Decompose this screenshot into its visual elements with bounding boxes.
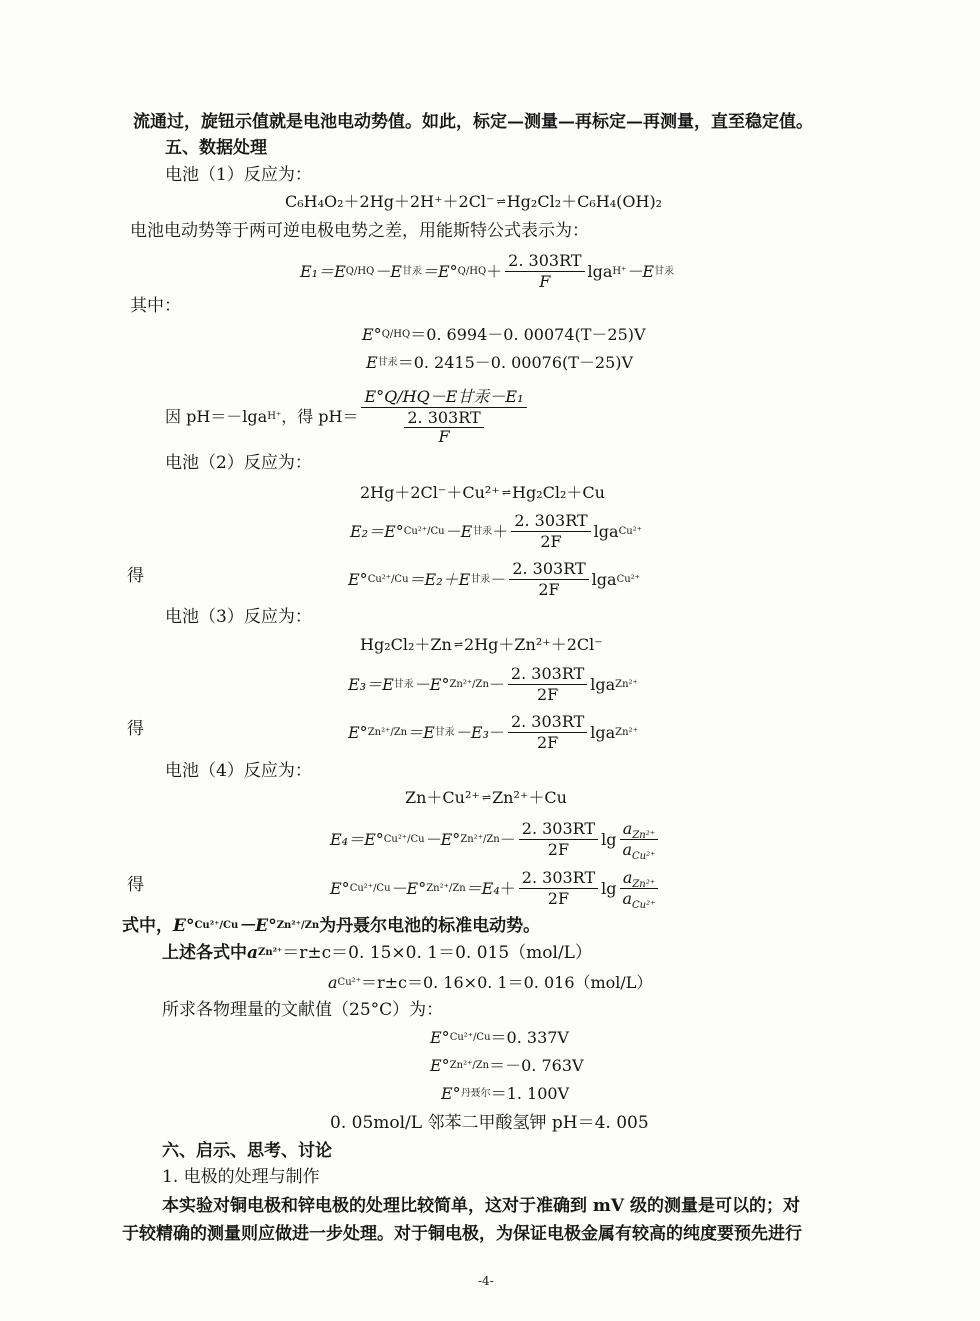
final-paragraph-line-2: 于较精确的测量则应做进一步处理。对于铜电极，为保证电极金属有较高的纯度要预先进行 (122, 1224, 802, 1244)
de-label: 得 (127, 875, 144, 895)
daniell-note: 式中， E° Cu²⁺/Cu －E° Zn²⁺/Zn 为丹聂尔电池的标准电动势。 (122, 916, 541, 936)
cell3-result-equation: E° Zn²⁺/Zn ＝E 甘汞 －E₃ － $\frac{2. 303RT}{2F}$ lga Zn²⁺ (348, 712, 638, 752)
cell1-heading: 电池（1）反应为： (165, 165, 312, 185)
reaction-right: Hg₂Cl₂＋C₆H₄(OH)₂ (506, 192, 663, 211)
ph-equation: 因 pH＝－lga H⁺ ，得 pH＝ E°Q/HQ－E甘汞－E₁ 2. 303RT F (165, 388, 530, 446)
ph-fraction: E°Q/HQ－E甘汞－E₁ 2. 303RT F (361, 388, 526, 446)
final-paragraph-line-1: 本实验对铜电极和锌电极的处理比较简单，这对于准确到 mV 级的测量是可以的；对 (162, 1196, 801, 1216)
equilibrium-arrow-icon: ⇌ (481, 791, 491, 804)
section-6-title: 六、启示、思考、讨论 (162, 1141, 332, 1161)
de-label: 得 (127, 566, 144, 586)
cell3-nernst-equation: E₃＝E 甘汞 －E° Zn²⁺/Zn － $\frac{2. 303RT}{2F}$ lga Zn²⁺ (348, 664, 638, 704)
std-potential-calomel: E 甘汞 ＝0. 2415－0. 00076(T－25)V (366, 353, 634, 372)
cell4-nernst-equation: E₄＝E° Cu²⁺/Cu －E° Zn²⁺/Zn － $\frac{2. 303RT}{2F}$ lg $\frac{a_{Zn^{2+}}}{a_{Cu^{2+}}}$ (330, 820, 661, 859)
subsection-1-title: 1. 电极的处理与制作 (162, 1167, 320, 1187)
cell2-result-equation: E° Cu²⁺/Cu ＝E₂＋E 甘汞 － $\frac{2. 303RT}{2F}$ lga Cu²⁺ (348, 559, 640, 599)
cell1-description: 电池电动势等于两可逆电极电势之差，用能斯特公式表示为： (130, 221, 589, 241)
literature-ph: 0. 05mol/L 邻苯二甲酸氢钾 pH＝4. 005 (330, 1113, 649, 1133)
cell3-heading: 电池（3）反应为： (165, 607, 312, 627)
literature-cu: E° Cu²⁺/Cu ＝0. 337V (430, 1028, 569, 1047)
activity-cu: a Cu²⁺ ＝r±c＝0. 16×0. 1＝0. 016（mol/L） (328, 973, 653, 992)
equilibrium-arrow-icon: ⇌ (453, 638, 463, 651)
where-label: 其中： (130, 296, 181, 316)
page-number: -4- (478, 1274, 494, 1288)
de-label: 得 (127, 719, 144, 739)
std-potential-q-hq: E° Q/HQ ＝0. 6994－0. 00074(T－25)V (362, 325, 646, 344)
equilibrium-arrow-icon: ⇌ (496, 195, 505, 208)
cell1-nernst-equation: E₁＝E Q/HQ －E 甘汞 ＝E° Q/HQ ＋ $\frac{2. 303RT}{F}$ lga H⁺ －E 甘汞 (300, 251, 675, 291)
section-5-title: 五、数据处理 (165, 138, 267, 158)
cell4-heading: 电池（4）反应为： (165, 761, 312, 781)
cell2-heading: 电池（2）反应为： (165, 453, 312, 473)
reaction-left: C₆H₄O₂＋2Hg＋2H⁺＋2Cl⁻ (285, 192, 495, 211)
cell3-reaction: Hg₂Cl₂＋Zn ⇌ 2Hg＋Zn²⁺＋2Cl⁻ (360, 635, 603, 654)
fraction: $\frac{2. 303RT}{F}$ (505, 252, 584, 291)
cell4-reaction: Zn＋Cu²⁺ ⇌ Zn²⁺＋Cu (405, 788, 567, 807)
literature-zn: E° Zn²⁺/Zn ＝－0. 763V (430, 1056, 584, 1075)
equilibrium-arrow-icon: ⇌ (501, 486, 510, 499)
cell4-result-equation: E° Cu²⁺/Cu －E° Zn²⁺/Zn ＝E₄ ＋ $\frac{2. 303RT}{2F}$ lg $\frac{a_{Zn^{2+}}}{a_{Cu^{2+}}}$ (330, 869, 661, 908)
cell2-nernst-equation: E₂＝E° Cu²⁺/Cu －E 甘汞 ＋ $\frac{2. 303RT}{2F}$ lga Cu²⁺ (350, 511, 642, 551)
activity-zn: 上述各式中 a Zn²⁺ ＝r±c＝0. 15×0. 1＝0. 015（mol/L） (162, 943, 592, 963)
literature-intro: 所求各物理量的文献值（25°C）为： (162, 1000, 444, 1020)
cell1-reaction (285, 192, 662, 212)
literature-daniell: E° 丹聂尔 ＝1. 100V (441, 1084, 570, 1103)
cell2-reaction: 2Hg＋2Cl⁻＋Cu²⁺ ⇌ Hg₂Cl₂＋Cu (360, 483, 605, 502)
intro-paragraph: 流通过，旋钮示值就是电池电动势值。如此，标定—测量—再标定—再测量，直至稳定值。 (133, 112, 813, 132)
